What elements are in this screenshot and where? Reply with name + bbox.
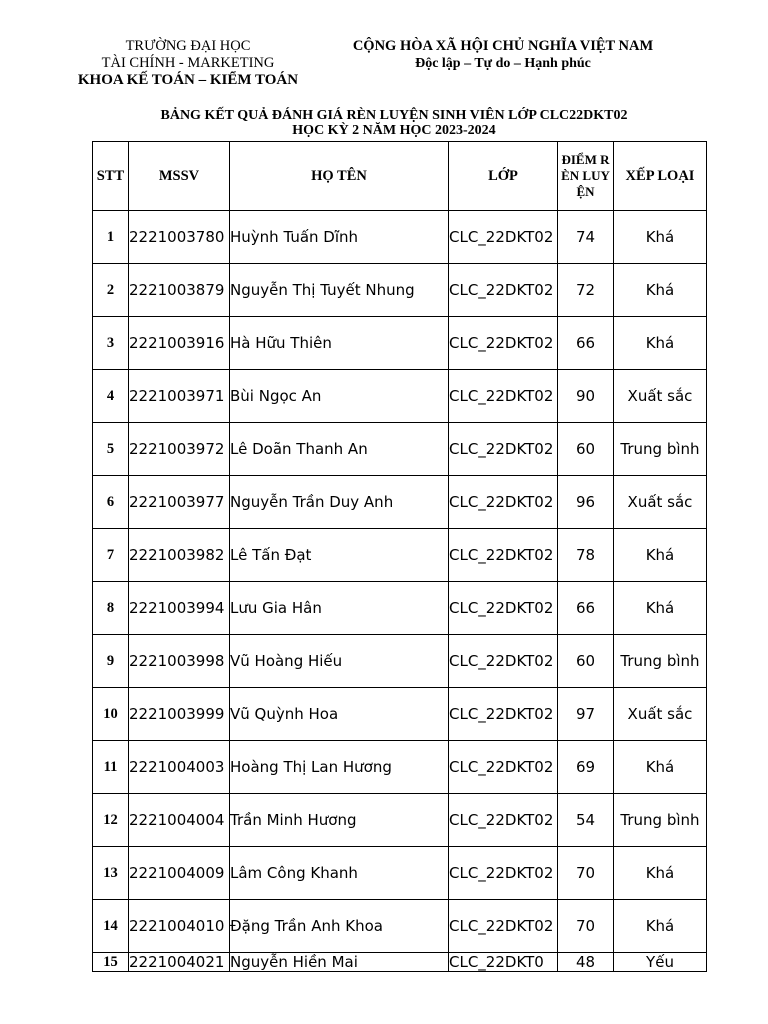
row-student-id: 2221003916 [129,317,230,370]
row-student-name: Trần Minh Hương [230,794,449,847]
row-rank: Khá [614,582,707,635]
row-stt: 2 [93,264,129,317]
row-score: 54 [558,794,614,847]
row-rank: Xuất sắc [614,370,707,423]
row-class: CLC_22DKT0 [449,953,558,972]
row-stt: 14 [93,900,129,953]
row-student-id: 2221003972 [129,423,230,476]
table-row [93,635,707,688]
row-rank: Khá [614,317,707,370]
column-header-rank: XẾP LOẠI [614,142,707,211]
row-student-name: Đặng Trần Anh Khoa [230,900,449,953]
row-stt: 11 [93,741,129,794]
row-rank: Khá [614,211,707,264]
table-row [93,529,707,582]
row-score: 90 [558,370,614,423]
row-score: 70 [558,900,614,953]
row-student-name: Vũ Quỳnh Hoa [230,688,449,741]
row-student-id: 2221003780 [129,211,230,264]
row-class: CLC_22DKT02 [449,529,558,582]
row-student-name: Lưu Gia Hân [230,582,449,635]
row-student-name: Lê Tấn Đạt [230,529,449,582]
university-subname: TÀI CHÍNH - MARKETING [101,55,275,71]
row-rank: Trung bình [614,423,707,476]
nation-name: CỘNG HÒA XÃ HỘI CHỦ NGHĨA VIỆT NAM [352,38,654,54]
row-score: 70 [558,847,614,900]
row-stt: 13 [93,847,129,900]
row-stt: 8 [93,582,129,635]
row-score: 60 [558,423,614,476]
row-stt: 12 [93,794,129,847]
row-rank: Khá [614,847,707,900]
row-score: 66 [558,582,614,635]
table-row [93,264,707,317]
column-header-score: ĐIỂM RÈN LUYỆN [558,142,614,211]
row-class: CLC_22DKT02 [449,582,558,635]
row-stt: 1 [93,211,129,264]
row-student-id: 2221004010 [129,900,230,953]
row-score: 74 [558,211,614,264]
row-class: CLC_22DKT02 [449,847,558,900]
row-student-name: Hoàng Thị Lan Hương [230,741,449,794]
row-stt: 7 [93,529,129,582]
row-student-name: Lâm Công Khanh [230,847,449,900]
row-class: CLC_22DKT02 [449,900,558,953]
row-student-id: 2221003879 [129,264,230,317]
row-rank: Khá [614,264,707,317]
university-name: TRƯỜNG ĐẠI HỌC [125,38,251,54]
table-header-row [93,142,707,211]
row-student-name: Lê Doãn Thanh An [230,423,449,476]
column-header-class: LỚP [449,142,558,211]
row-rank: Khá [614,741,707,794]
row-student-id: 2221004021 [129,953,230,972]
row-rank: Trung bình [614,794,707,847]
row-rank: Trung bình [614,635,707,688]
row-class: CLC_22DKT02 [449,741,558,794]
school-header [60,38,316,89]
row-rank: Xuất sắc [614,476,707,529]
table-row [93,211,707,264]
table-row [93,741,707,794]
row-rank: Khá [614,900,707,953]
row-score: 66 [558,317,614,370]
row-student-id: 2221004003 [129,741,230,794]
row-score: 97 [558,688,614,741]
row-student-id: 2221003971 [129,370,230,423]
row-student-id: 2221003999 [129,688,230,741]
row-student-name: Bùi Ngọc An [230,370,449,423]
column-header-name: HỌ TÊN [230,142,449,211]
row-score: 48 [558,953,614,972]
row-student-id: 2221004004 [129,794,230,847]
table-row [93,900,707,953]
row-class: CLC_22DKT02 [449,370,558,423]
row-student-name: Hà Hữu Thiên [230,317,449,370]
row-class: CLC_22DKT02 [449,211,558,264]
row-rank: Khá [614,529,707,582]
row-student-id: 2221003977 [129,476,230,529]
row-score: 72 [558,264,614,317]
row-stt: 10 [93,688,129,741]
faculty-name: KHOA KẾ TOÁN – KIỂM TOÁN [77,72,299,88]
row-class: CLC_22DKT02 [449,794,558,847]
row-score: 78 [558,529,614,582]
row-stt: 3 [93,317,129,370]
row-class: CLC_22DKT02 [449,476,558,529]
row-student-name: Nguyễn Thị Tuyết Nhung [230,264,449,317]
row-class: CLC_22DKT02 [449,317,558,370]
row-student-name: Nguyễn Hiền Mai [230,953,449,972]
row-score: 60 [558,635,614,688]
row-student-id: 2221003994 [129,582,230,635]
table-row [93,688,707,741]
row-class: CLC_22DKT02 [449,635,558,688]
nation-motto: Độc lập – Tự do – Hạnh phúc [415,56,591,71]
table-row [93,317,707,370]
row-student-id: 2221003998 [129,635,230,688]
row-stt: 9 [93,635,129,688]
column-header-mssv: MSSV [129,142,230,211]
table-row [93,476,707,529]
row-rank: Yếu [614,953,707,972]
table-row [93,370,707,423]
column-header-stt: STT [93,142,129,211]
row-student-id: 2221003982 [129,529,230,582]
row-student-id: 2221004009 [129,847,230,900]
row-stt: 5 [93,423,129,476]
row-stt: 4 [93,370,129,423]
table-row [93,953,707,972]
row-class: CLC_22DKT02 [449,264,558,317]
nation-header [318,38,688,72]
row-class: CLC_22DKT02 [449,423,558,476]
document-title: BẢNG KẾT QUẢ ĐÁNH GIÁ RÈN LUYỆN SINH VIÊN LỚP CLC22DKT02 [160,108,628,123]
row-score: 96 [558,476,614,529]
row-student-name: Huỳnh Tuấn Dĩnh [230,211,449,264]
table-row [93,582,707,635]
row-student-name: Nguyễn Trần Duy Anh [230,476,449,529]
row-rank: Xuất sắc [614,688,707,741]
table-row [93,847,707,900]
document-subtitle: HỌC KỲ 2 NĂM HỌC 2023-2024 [292,123,496,138]
table-row [93,423,707,476]
row-stt: 6 [93,476,129,529]
row-stt: 15 [93,953,129,972]
row-class: CLC_22DKT02 [449,688,558,741]
row-score: 69 [558,741,614,794]
row-student-name: Vũ Hoàng Hiếu [230,635,449,688]
table-row [93,794,707,847]
results-table [92,141,707,972]
